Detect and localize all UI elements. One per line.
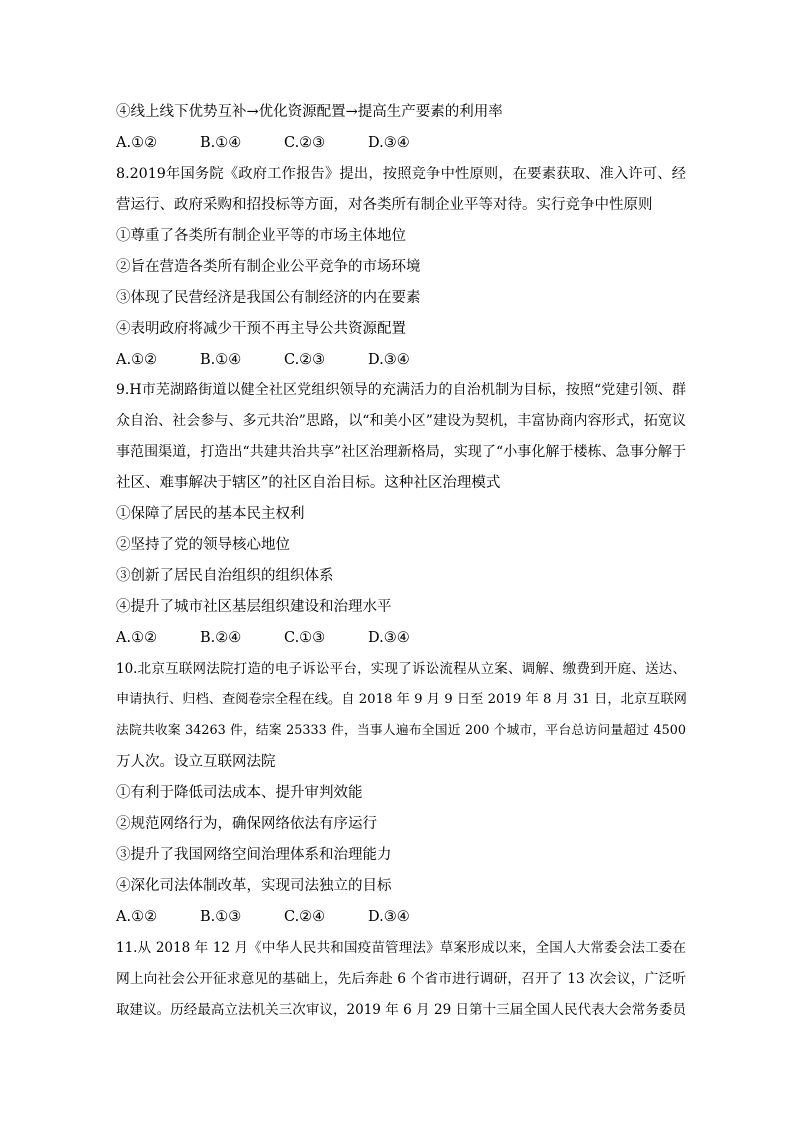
q8-item-3: ③体现了民营经济是我国公有制经济的内在要素 [116, 290, 421, 306]
q10-option-c: C.②④ [284, 909, 326, 925]
q9-option-b: B.②④ [200, 630, 242, 646]
q10-option-d: D.③④ [368, 909, 410, 925]
q9-option-c: C.①③ [284, 630, 326, 646]
q9-item-4: ④提升了城市社区基层组织建设和治理水平 [116, 599, 392, 615]
q8-option-d: D.③④ [368, 352, 410, 368]
q11-stem-line-1: 11.从 2018 年 12 月《中华人民共和国疫苗管理法》草案形成以来，全国人大常委会法工委在 [116, 940, 686, 956]
q8-item-4: ④表明政府将减少干预不再主导公共资源配置 [116, 321, 406, 337]
prev-option-d: D.③④ [368, 135, 410, 151]
prev-option-c: C.②③ [284, 135, 326, 151]
prev-option-b: B.①④ [200, 135, 242, 151]
q11-stem-line-2: 网上向社会公开征求意见的基础上，先后奔赴 6 个省市进行调研，召开了 13 次会议，广泛听 [116, 971, 686, 987]
q8-stem-line-2: 营运行、政府采购和招投标等方面，对各类所有制企业平等对待。实行竞争中性原则 [116, 197, 653, 213]
q9-item-2: ②坚持了党的领导核心地位 [116, 537, 290, 553]
q8-stem-line-1: 8.2019年国务院《政府工作报告》提出，按照竞争中性原则，在要素获取、准入许可、经 [116, 166, 686, 182]
q8-item-2: ②旨在营造各类所有制企业公平竞争的市场环境 [116, 259, 421, 275]
q10-stem-line-1: 10.北京互联网法院打造的电子诉讼平台，实现了诉讼流程从立案、调解、缴费到开庭、送达、 [116, 661, 686, 677]
q11-stem-line-3: 取建议。历经最高立法机关三次审议，2019 年 6 月 29 日第十三届全国人民代表大会常务委员 [116, 1002, 686, 1018]
q10-item-4: ④深化司法体制改革，实现司法独立的目标 [116, 878, 392, 894]
q10-stem-line-2: 申请执行、归档、查阅卷宗全程在线。自 2018 年 9 月 9 日至 2019 年 8 月 31 日，北京互联网 [116, 692, 687, 707]
q10-option-a: A.①② [116, 909, 158, 925]
q10-stem-line-3: 法院共收案 34263 件，结案 25333 件，当事人遍布全国近 200 个城市，平台总访问量超过 4500 [116, 723, 686, 738]
q8-item-1: ①尊重了各类所有制企业平等的市场主体地位 [116, 228, 406, 244]
q9-stem-line-3: 事范围渠道，打造出“共建共治共享”社区治理新格局，实现了“小事化解于楼栋、急事分解于 [116, 444, 686, 460]
q9-option-a: A.①② [116, 630, 158, 646]
q9-item-3: ③创新了居民自治组织的组织体系 [116, 568, 334, 584]
prev-option-a: A.①② [116, 135, 158, 151]
q9-stem-line-4: 社区、难事解决于辖区”的社区自治目标。这种社区治理模式 [116, 475, 501, 491]
q8-option-a: A.①② [116, 352, 158, 368]
prev-last-item: ④线上线下优势互补→优化资源配置→提高生产要素的利用率 [116, 104, 503, 120]
q8-option-c: C.②③ [284, 352, 326, 368]
q9-stem-line-2: 众自治、社会参与、多元共治”思路，以“和美小区”建设为契机，丰富协商内容形式，拓宽议 [116, 413, 686, 429]
q10-stem-line-4: 万人次。设立互联网法院 [116, 754, 276, 770]
q10-item-1: ①有利于降低司法成本、提升审判效能 [116, 785, 363, 801]
q10-option-b: B.①③ [200, 909, 242, 925]
q8-option-b: B.①④ [200, 352, 242, 368]
q9-option-d: D.③④ [368, 630, 410, 646]
q10-item-3: ③提升了我国网络空间治理体系和治理能力 [116, 847, 392, 863]
q10-item-2: ②规范网络行为，确保网络依法有序运行 [116, 816, 377, 832]
q9-stem-line-1: 9.H市芜湖路街道以健全社区党组织领导的充满活力的自治机制为目标，按照“党建引领、群 [116, 382, 686, 398]
q9-item-1: ①保障了居民的基本民主权利 [116, 506, 305, 522]
